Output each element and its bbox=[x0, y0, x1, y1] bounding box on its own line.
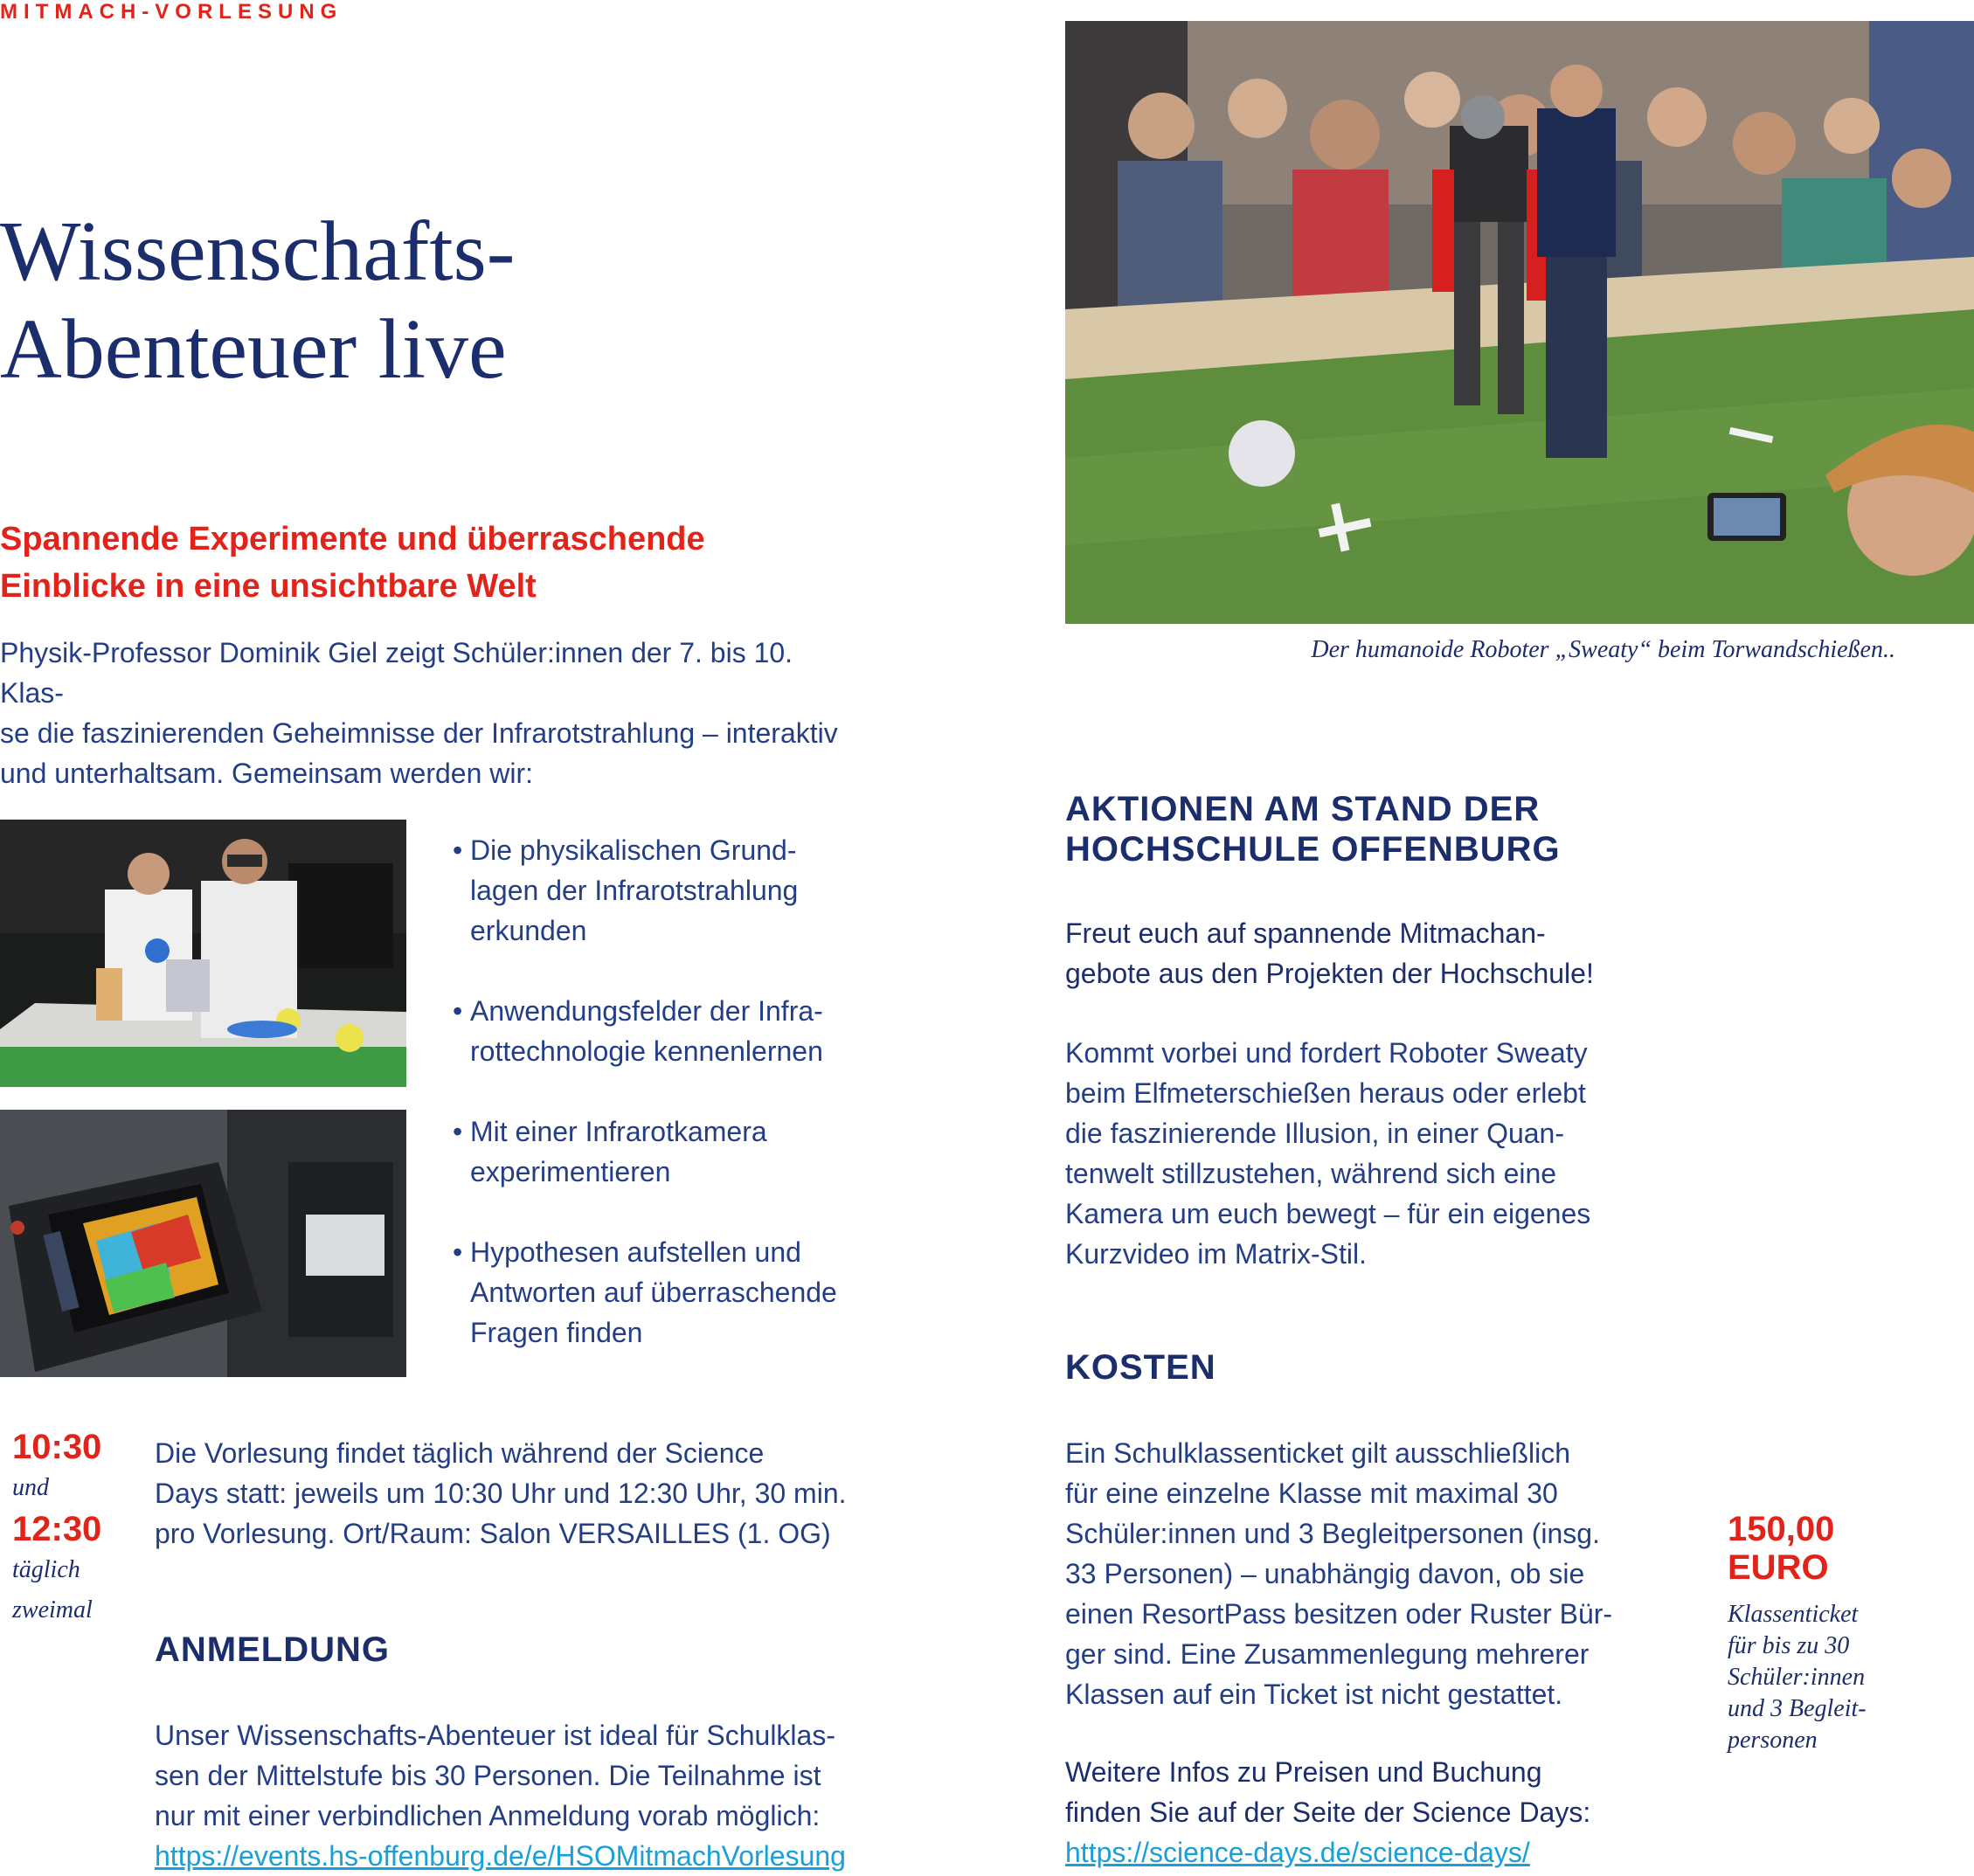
list-item: • Anwendungsfelder der Infra- rottechnologie kennenlernen bbox=[453, 991, 881, 1071]
time-first: 10:30 bbox=[12, 1428, 102, 1466]
time-block bbox=[12, 1426, 143, 1630]
registration-heading: ANMELDUNG bbox=[155, 1630, 390, 1669]
registration-link[interactable]: https://events.hs-offenburg.de/e/HSOMitmachVorlesung bbox=[155, 1840, 846, 1872]
robot-photo bbox=[1065, 21, 1974, 624]
intro-line-1: Physik-Professor Dominik Giel zeigt Schüler:innen der 7. bis 10. Klas- bbox=[0, 637, 793, 709]
more-info-paragraph: Weitere Infos zu Preisen und Buchung finden Sie auf der Seite der Science Days: https://science-days.de/science-days/ bbox=[1065, 1756, 1591, 1868]
price-note: Klassenticket für bis zu 30 Schüler:innen und 3 Begleit- personen bbox=[1728, 1601, 1867, 1754]
subtitle-line-2: Einblicke in eine unsichtbare Welt bbox=[0, 568, 537, 605]
intro-line-3: und unterhaltsam. Gemeinsam werden wir: bbox=[0, 758, 534, 789]
activities-paragraph: Kommt vorbei und fordert Roboter Sweaty beim Elfmeterschießen heraus oder erlebt die faszinierende Illusion, in einer Quan- tenwelt stillzustehen, während sich eine Kamera um euch bewegt – für ein eigenes Kurzvideo im Matrix-Stil. bbox=[1065, 1037, 1591, 1270]
subtitle-line-1: Spannende Experimente und überraschende bbox=[0, 521, 705, 557]
goals-list bbox=[453, 830, 881, 1393]
robot-photo-caption: Der humanoide Roboter „Sweaty“ beim Torwandschießen.. bbox=[1311, 636, 1895, 663]
subtitle bbox=[0, 516, 786, 610]
activities-lead: Freut euch auf spannende Mitmachan- gebote aus den Projekten der Hochschule! bbox=[1065, 917, 1594, 989]
activities-heading: AKTIONEN AM STAND DER HOCHSCHULE OFFENBURG bbox=[1065, 790, 1561, 869]
intro-line-2: se die faszinierenden Geheimnisse der Infrarotstrahlung – interaktiv bbox=[0, 717, 838, 749]
schedule-paragraph: Die Vorlesung findet täglich während der Science Days statt: jeweils um 10:30 Uhr und 12:30 Uhr, 30 min. pro Vorlesung. Ort/Raum: Salon VERSAILLES (1. OG) bbox=[155, 1437, 847, 1549]
section-kicker: MITMACH-VORLESUNG bbox=[0, 0, 343, 24]
lab-experiment-photo bbox=[0, 820, 406, 1087]
registration-paragraph: Unser Wissenschafts-Abenteuer ist ideal für Schulklas- sen der Mittelstufe bis 30 Personen. Die Teilnahme ist nur mit einer verbindlichen Anmeldung vorab möglich: https://events.hs-offenburg.de/e/HSOMitmachVorlesung bbox=[155, 1720, 846, 1872]
page-title bbox=[0, 203, 515, 398]
list-item: • Die physikalischen Grund- lagen der Infrarotstrahlung erkunden bbox=[453, 830, 881, 951]
price-currency: EURO bbox=[1728, 1548, 1829, 1587]
list-item: • Hypothesen aufstellen und Antworten auf überraschende Fragen finden bbox=[453, 1232, 881, 1353]
time-daily: täglich bbox=[12, 1556, 80, 1583]
science-days-link[interactable]: https://science-days.de/science-days/ bbox=[1065, 1837, 1530, 1868]
page-title-line-1: Wissenschafts- bbox=[0, 204, 516, 299]
costs-paragraph: Ein Schulklassenticket gilt ausschließlich für eine einzelne Klasse mit maximal 30 Schüler:innen und 3 Begleitpersonen (insg. 33 Personen) – unabhängig davon, ob sie einen ResortPass besitzen oder Ruster Bür- ger sind. Eine Zusammenlegung mehrerer Klassen auf ein Ticket ist nicht gestattet. bbox=[1065, 1437, 1613, 1710]
time-twice: zweimal bbox=[12, 1596, 93, 1623]
price-block bbox=[1728, 1510, 1937, 1756]
intro-paragraph bbox=[0, 633, 856, 793]
page-title-line-2: Abenteuer live bbox=[0, 302, 507, 397]
infrared-camera-photo bbox=[0, 1110, 406, 1377]
costs-heading: KOSTEN bbox=[1065, 1348, 1216, 1387]
time-and: und bbox=[12, 1474, 49, 1501]
price-amount: 150,00 bbox=[1728, 1510, 1835, 1548]
time-second: 12:30 bbox=[12, 1510, 102, 1548]
list-item: • Mit einer Infrarotkamera experimentieren bbox=[453, 1111, 881, 1192]
